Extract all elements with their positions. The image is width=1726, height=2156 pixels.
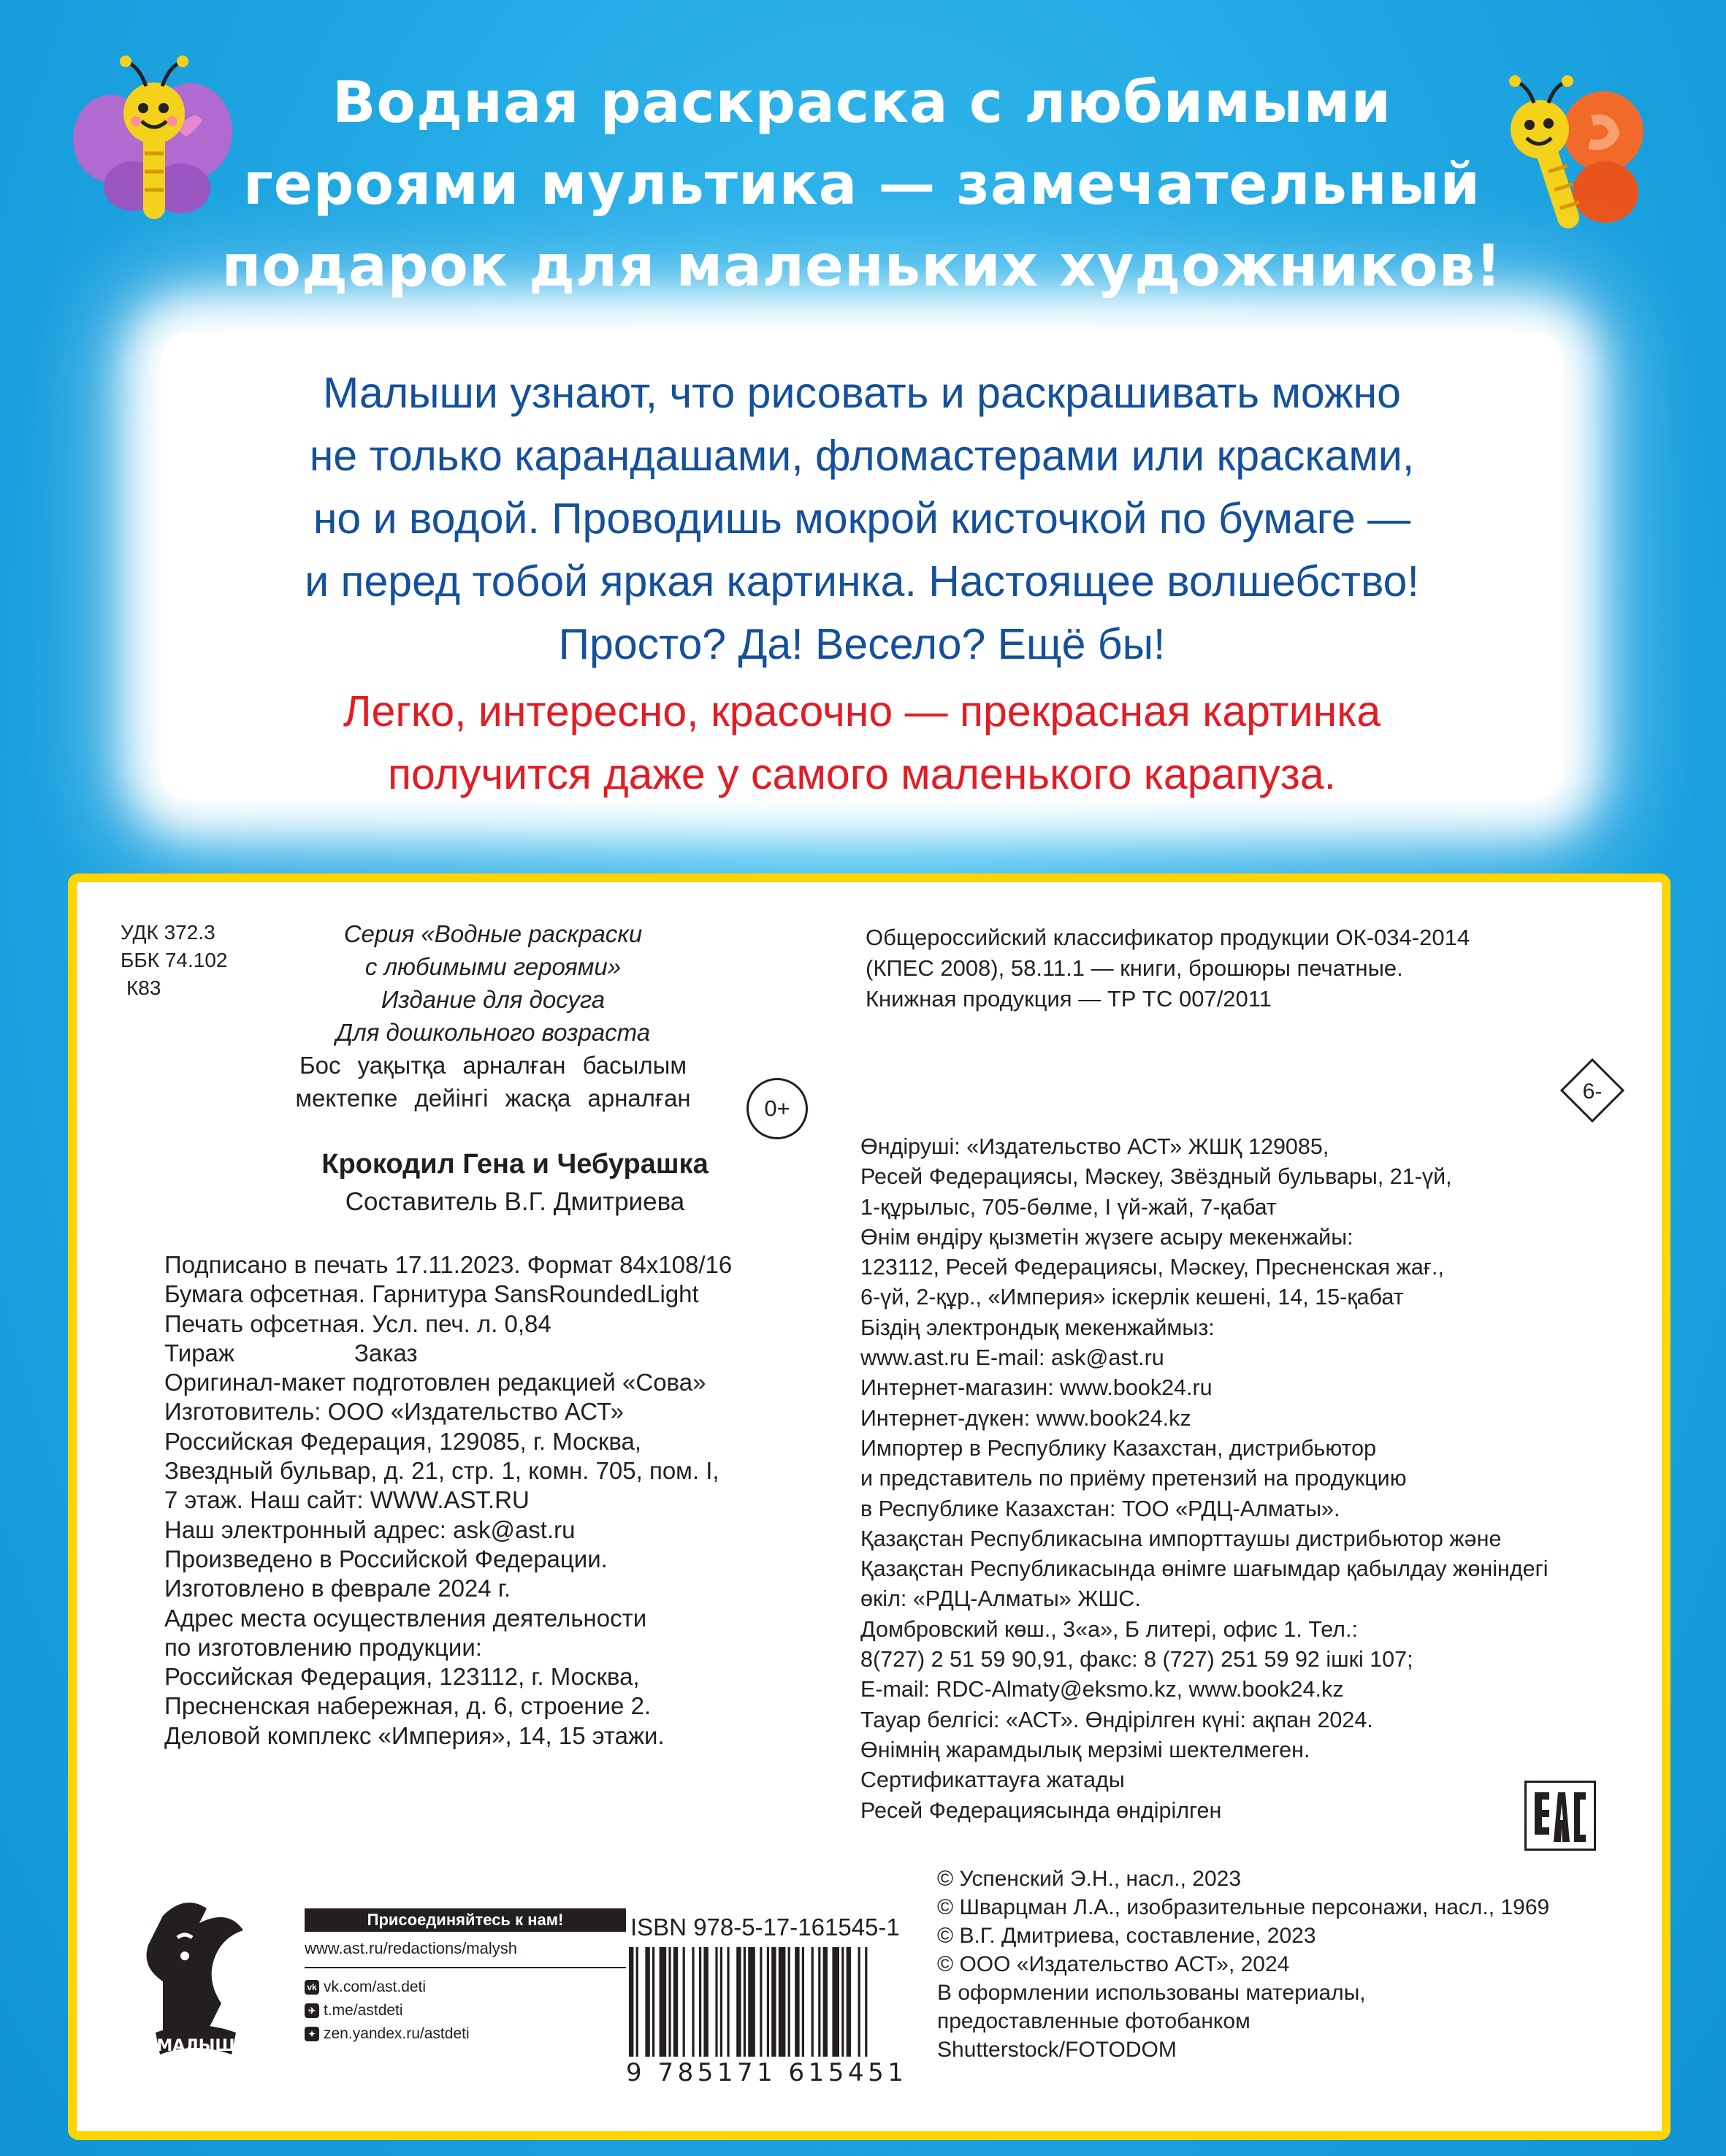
barcode-bar [744,1947,746,2057]
compiler: Составитель В.Г. Дмитриева [345,1188,685,1216]
copyright-line: © ООО «Издательство АСТ», 2024 [937,1952,1290,1976]
barcode-bar [760,1947,762,2057]
series-kaz-line: мектепке дейінгі жасқа арналған [295,1085,691,1112]
barcode-digits: 9 785171 615451 [626,2058,908,2087]
maker-line: в Республике Казахстан: ТОО «РДЦ-Алматы». [860,1496,1340,1521]
barcode-bar [736,1947,741,2057]
series-line: Для дошкольного возраста [335,1019,651,1046]
barcode-bar [636,1947,638,2057]
barcode-bar [858,1947,860,2057]
detail-line: Бумага офсетная. Гарнитура SansRoundedLight [164,1280,699,1308]
maker-line: Домбровский көш., 3«а», Б литері, офис 1. Тел.: [860,1616,1358,1642]
logo-text: «МАЛЫШ» [146,2037,245,2055]
barcode-bar [767,1947,769,2057]
classifier-line: (КПЕС 2008), 58.11.1 — книги, брошюры печатные. [866,955,1403,981]
intro-highlight-line: Легко, интересно, красочно — прекрасная картинка [343,687,1381,735]
copyright-line: © Успенский Э.Н., насл., 2023 [937,1867,1242,1891]
intro-line: но и водой. Проводишь мокрой кисточкой по бумаге — [313,494,1411,543]
barcode-bar [715,1947,717,2057]
barcode-bar [699,1947,701,2057]
maker-line: Сертификаттауға жатады [860,1767,1125,1793]
intro-highlight [161,680,1563,806]
barcode-bar [629,1947,633,2057]
barcode-bar [795,1947,799,2057]
print-details [164,1250,732,1751]
headline-line: героями мультика — замечательный [243,152,1481,218]
isbn-number: ISBN 978-5-17-161545-1 [630,1914,900,1941]
maker-line: 123112, Ресей Федерациясы, Мәскеу, Пресненская жағ., [860,1255,1444,1280]
imprint-box [68,874,1670,2140]
tiraz-zakaz-row [164,1339,544,1368]
eac-mark-icon [1524,1781,1596,1851]
author-mark: К83 [126,976,161,999]
maker-line: Өндіруші: «Издательство АСТ» ЖШҚ 129085, [860,1134,1329,1159]
detail-line: по изготовлению продукции: [164,1633,482,1661]
age-kaz-label: 6- [1582,1079,1603,1104]
detail-line: 7 этаж. Наш сайт: WWW.AST.RU [164,1486,530,1514]
social-link-text: t.me/astdeti [324,2002,403,2019]
barcode-bar [818,1947,820,2057]
social-link-text: zen.yandex.ru/astdeti [324,2025,470,2042]
maker-line: Өнімнің жарамдылық мерзімі шектелмеген. [860,1737,1310,1762]
barcode-bar [788,1947,790,2057]
barcode-bar [673,1947,678,2057]
copyright-line: © Шварцман Л.А., изобразительные персонажи, насл., 1969 [937,1895,1550,1919]
zakaz-label: Заказ [354,1339,418,1366]
divider [305,1967,626,1968]
barcode-bar [847,1947,851,2057]
series-line: Серия «Водные раскраски [343,920,643,947]
maker-line: 1-құрылыс, 705-бөлме, I үй-жай, 7-қабат [860,1194,1277,1220]
barcode-bar [683,1947,685,2057]
maker-line: Қазақстан Республикасына импорттаушы дистрибьютор және [860,1526,1502,1551]
detail-line: Российская Федерация, 123112, г. Москва, [164,1663,640,1691]
tiraz-label: Тираж [164,1339,234,1366]
barcode-bar [748,1947,755,2057]
detail-line: Пресненская набережная, д. 6, строение 2. [164,1692,652,1720]
social-links [305,1908,626,2046]
copyright-line: © В.Г. Дмитриева, составление, 2023 [937,1924,1316,1948]
copyright-block [937,1865,1549,2064]
copyright-line: В оформлении использованы материалы, [937,1981,1366,2005]
detail-line: Печать офсетная. Усл. печ. л. 0,84 [164,1310,551,1337]
social-link-vk[interactable] [305,1976,626,1999]
intro-line: и перед тобой яркая картинка. Настоящее волшебство! [305,557,1419,605]
headline-line: Водная раскраска с любимыми [332,70,1392,136]
zen-icon: ✦ [305,2027,319,2041]
barcode-bar [841,1947,844,2057]
barcode-bar [668,1947,671,2057]
age-rating-diamond-icon [1559,1058,1625,1123]
barcode-icon [626,1947,942,2057]
barcode-bar [652,1947,654,2057]
maker-line: 6-үй, 2-құр., «Империя» іскерлік кешені, 14, 15-қабат [860,1285,1404,1310]
intro-line: Малыши узнают, что рисовать и раскрашивать можно [323,369,1401,417]
intro-panel [161,332,1563,800]
barcode-bar [802,1947,804,2057]
barcode-bar [720,1947,722,2057]
barcode-bar [779,1947,786,2057]
maker-line: Қазақстан Республикасында өнімге шағымдар қабылдау жөніндегі [860,1556,1549,1582]
series-line: Издание для досуга [381,986,606,1013]
classifier-line: Книжная продукция — ТР ТС 007/2011 [866,986,1272,1012]
intro-line: Просто? Да! Весело? Ещё бы! [558,620,1166,668]
bbk-code: ББК 74.102 [121,949,228,971]
butterfly-left-icon [66,51,241,226]
social-link-text: vk.com/ast.deti [324,1979,427,1995]
manufacturer-info-kaz [860,1132,1549,1826]
detail-line: Изготовитель: ООО «Издательство АСТ» [164,1398,624,1426]
vk-icon: vk [305,1980,319,1995]
publisher-url[interactable]: www.ast.ru/redactions/malysh [305,1939,517,1957]
barcode-bar [823,1947,828,2057]
copyright-line: Shutterstock/FOTODOM [937,2038,1177,2062]
maker-line: Ресей Федерациясында өндірілген [860,1797,1222,1823]
barcode-bar [865,1947,867,2057]
udk-code: УДК 372.3 [121,921,215,944]
maker-line: өкіл: «РДЦ-Алматы» ЖШС. [860,1586,1141,1612]
barcode-bar [703,1947,708,2057]
barcode-bar [692,1947,694,2057]
join-us-banner: Присоединяйтесь к нам! [305,1908,626,1932]
book-title: Крокодил Гена и Чебурашка [321,1149,709,1180]
maker-line: Біздің электрондық мекенжаймыз: [860,1315,1215,1340]
intro-highlight-line: получится даже у самого маленького карапуза. [387,750,1337,798]
product-classifier [866,922,1470,1014]
detail-line: Российская Федерация, 129085, г. Москва, [164,1427,642,1455]
age-rating-badge: 0+ [746,1078,808,1139]
intro-line: не только карандашами, фломастерами или красками, [309,432,1415,480]
social-link-zen[interactable] [305,2022,626,2046]
classification-codes [121,919,227,1002]
maker-line: Интернет-магазин: www.book24.ru [860,1375,1213,1401]
detail-line: Звездный бульвар, д. 21, стр. 1, комн. 705, пом. I, [164,1457,719,1485]
maker-line: Өнім өндіру қызметін жүзеге асыру мекенжайы: [860,1224,1353,1250]
book-title-block [223,1145,807,1221]
maker-line: Тауар белгісі: «АСТ». Өндірілген күні: ақпан 2024. [860,1707,1373,1732]
detail-line: Подписано в печать 17.11.2023. Формат 84х108/16 [164,1251,733,1278]
classifier-line: Общероссийский классификатор продукции ОК-034-2014 [866,925,1470,950]
maker-line: Интернет-дүкен: www.book24.kz [860,1405,1191,1431]
maker-line: www.ast.ru E-mail: ask@ast.ru [860,1345,1164,1371]
maker-line: Ресей Федерациясы, Мәскеу, Звёздный бульвары, 21-үй, [860,1164,1452,1190]
headline [219,62,1505,307]
headline-line: подарок для маленьких художников! [221,234,1502,299]
maker-line: Импортер в Республику Казахстан, дистрибьютор [860,1435,1377,1461]
malysh-logo-icon [134,1886,258,2069]
series-line: с любимыми героями» [364,953,622,980]
barcode-bar [660,1947,667,2057]
maker-line: и представитель по приёму претензий на продукцию [860,1466,1407,1491]
detail-line: Изготовлено в феврале 2024 г. [164,1575,511,1602]
butterfly-right-icon [1483,69,1651,237]
copyright-line: предоставленные фотобанком [937,2009,1250,2033]
maker-line: 8(727) 2 51 59 90,91, факс: 8 (727) 251 59 92 ішкі 107; [860,1647,1413,1673]
detail-line: Адрес места осуществления деятельности [164,1604,647,1632]
social-link-telegram[interactable] [305,1999,626,2022]
detail-line: Наш электронный адрес: ask@ast.ru [164,1515,576,1543]
detail-line: Оригинал-макет подготовлен редакцией «Сова» [164,1369,706,1396]
barcode-bar [832,1947,839,2057]
barcode-bar [727,1947,729,2057]
detail-line: Деловой комплекс «Империя», 14, 15 этажи. [164,1721,665,1749]
maker-line: E-mail: RDC-Almaty@eksmo.kz, www.book24.kz [860,1677,1344,1702]
intro-description [161,362,1563,676]
telegram-icon: ✈ [305,2003,319,2018]
barcode-bar [645,1947,649,2057]
detail-line: Произведено в Российской Федерации. [164,1545,608,1572]
barcode-bar [771,1947,776,2057]
series-info [289,917,698,1115]
series-kaz-line: Бос уақытқа арналған басылым [299,1052,687,1079]
barcode-bar [812,1947,814,2057]
